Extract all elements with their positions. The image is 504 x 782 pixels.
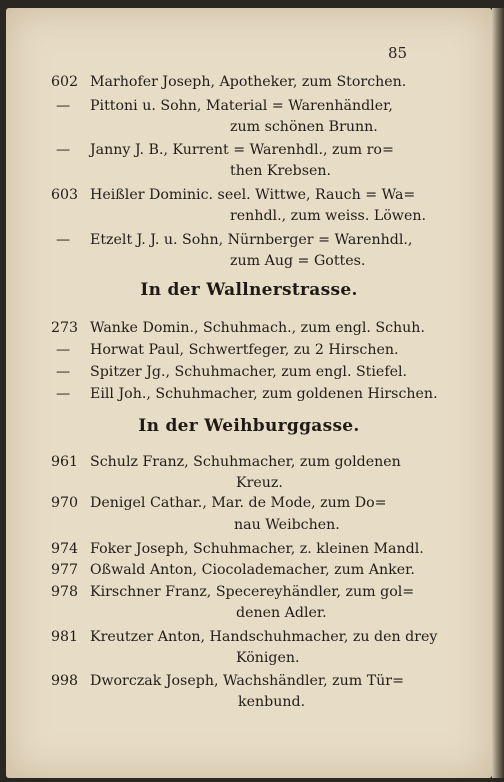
entry-text: then Krebsen. <box>230 163 332 179</box>
section-heading: In der Weihburggasse. <box>138 416 360 436</box>
ditto-dash: — <box>56 232 71 248</box>
house-number: 970 <box>51 495 79 511</box>
entry-text: Kreutzer Anton, Handschuhmacher, zu den drey <box>90 629 438 645</box>
house-number: 998 <box>51 673 79 689</box>
entry-text: zum schönen Brunn. <box>230 119 378 135</box>
list-item-continuation <box>6 605 492 631</box>
entry-text: Denigel Cathar., Mar. de Mode, zum Do= <box>90 495 387 511</box>
list-item <box>6 386 492 412</box>
list-item-continuation <box>6 253 492 279</box>
page-number: 85 <box>388 44 408 62</box>
house-number: 977 <box>51 562 79 578</box>
house-number: 961 <box>51 454 79 470</box>
entry-text: Etzelt J. J. u. Sohn, Nürnberger = Warenhdl., <box>90 232 413 248</box>
ditto-dash: — <box>56 142 71 158</box>
entry-text: renhdl., zum weiss. Löwen. <box>230 208 426 224</box>
entry-text: Schulz Franz, Schuhmacher, zum goldenen <box>90 454 401 470</box>
book-page-edge <box>492 8 504 778</box>
entry-text: Oßwald Anton, Ciocolademacher, zum Anker. <box>90 562 415 578</box>
list-item-continuation <box>6 694 492 720</box>
house-number: 602 <box>51 74 79 90</box>
entry-text: Pittoni u. Sohn, Material = Warenhändler, <box>90 98 393 114</box>
entry-text: Königen. <box>236 650 300 666</box>
house-number: 603 <box>51 187 79 203</box>
house-number: 273 <box>51 320 79 336</box>
list-item-continuation <box>6 163 492 189</box>
ditto-dash: — <box>56 342 71 358</box>
ditto-dash: — <box>56 364 71 380</box>
list-item <box>6 74 492 100</box>
entry-text: zum Aug = Gottes. <box>230 253 366 269</box>
entry-text: Dworczak Joseph, Wachshändler, zum Tür= <box>90 673 404 689</box>
entry-text: nau Weibchen. <box>234 517 340 533</box>
entry-text: Spitzer Jg., Schuhmacher, zum engl. Stiefel. <box>90 364 408 380</box>
section-heading: In der Wallnerstrasse. <box>140 280 358 300</box>
entry-text: Foker Joseph, Schuhmacher, z. kleinen Mandl. <box>90 541 424 557</box>
house-number: 974 <box>51 541 79 557</box>
entry-text: Kirschner Franz, Specereyhändler, zum gol= <box>90 584 415 600</box>
list-item-continuation <box>6 208 492 234</box>
entry-text: Eill Joh., Schuhmacher, zum goldenen Hirschen. <box>90 386 438 402</box>
entry-text: Marhofer Joseph, Apotheker, zum Storchen. <box>90 74 407 90</box>
house-number: 981 <box>51 629 79 645</box>
entry-text: kenbund. <box>238 694 306 710</box>
house-number: 978 <box>51 584 79 600</box>
book-page <box>6 8 492 778</box>
entry-text: Janny J. B., Kurrent = Warenhdl., zum ro= <box>90 142 394 158</box>
ditto-dash: — <box>56 98 71 114</box>
entry-text: Kreuz. <box>236 475 283 491</box>
entry-text: Heißler Dominic. seel. Wittwe, Rauch = Wa= <box>90 187 416 203</box>
ditto-dash: — <box>56 386 71 402</box>
list-item-continuation <box>6 517 492 543</box>
entry-text: Wanke Domin., Schuhmach., zum engl. Schuh. <box>90 320 425 336</box>
entry-text: denen Adler. <box>236 605 327 621</box>
entry-text: Horwat Paul, Schwertfeger, zu 2 Hirschen. <box>90 342 399 358</box>
